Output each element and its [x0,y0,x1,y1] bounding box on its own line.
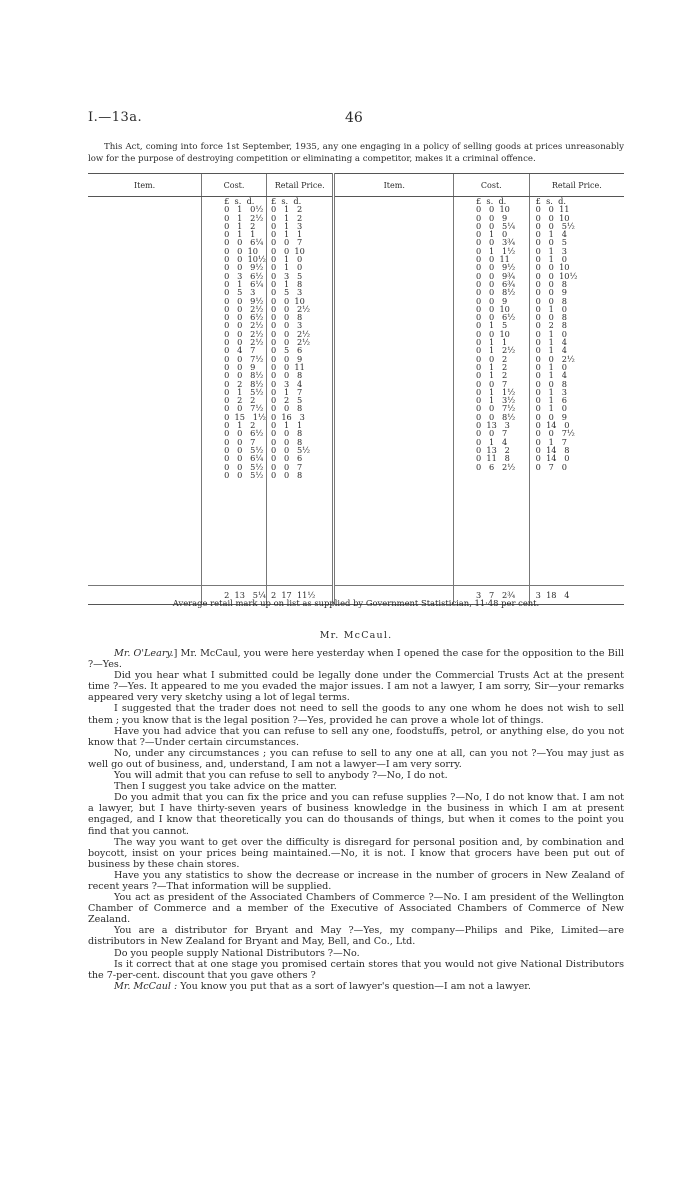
paragraph-text: Do you people supply National Distributors ?—No. [114,947,360,959]
money-value: 0 7 0 [535,461,567,472]
money-value: 0 0 6½ [224,428,264,439]
money-value: 0 0 5½ [224,469,264,480]
money-value: 0 6 2½ [476,461,516,472]
money-value: 0 0 8 [270,403,303,414]
money-value: 0 0 10 [270,295,305,306]
money-value: 0 0 7½ [224,403,264,414]
money-value: 0 1 7 [270,386,303,397]
money-value: 0 1 1 [476,337,508,348]
speaker-name: Mr. O'Leary. [114,648,174,659]
money-value: 0 0 2½ [270,303,311,314]
money-value: 0 3 6½ [224,270,264,281]
money-value: 0 1 2 [270,204,303,215]
money-value: 0 1 1½ [476,386,516,397]
money-value: 0 0 9¾ [476,270,516,281]
money-value: 0 0 5½ [224,461,264,472]
paragraph-text: You know you put that as a sort of lawyer's question—I am not a lawyer. [177,980,531,992]
money-value: 0 14 0 [535,453,570,464]
money-value: 0 1 2 [270,212,303,223]
paragraph-text: I suggested that the trader does not need to sell the goods to any one whom he does not wish to sell them ; you know that is the legal position ?—Yes, provided he can prove a whole lot of things. [88,703,624,726]
money-value: 0 1 0½ [224,204,264,215]
money-value: 0 0 5¼ [476,220,516,231]
money-value: 0 0 8 [270,428,303,439]
money-value: 0 0 5½ [535,220,575,231]
money-value: 0 0 10 [270,245,305,256]
units-label: £ s. d. [476,196,507,206]
money-value: 0 0 9 [535,287,567,298]
money-value: 0 0 7 [224,436,256,447]
money-value: 0 0 6 [270,453,303,464]
money-value: 0 1 4 [535,337,567,348]
money-value: 0 1 2 [224,420,256,431]
money-value: 0 1 4 [535,370,567,381]
money-value: 0 0 7 [476,428,508,439]
testimony-paragraph [88,892,624,925]
money-value: 0 0 5½ [224,444,264,455]
money-value: 0 1 4 [535,229,567,240]
header-cost-left: Cost. [202,174,267,197]
money-value: 0 0 7½ [476,403,516,414]
paragraph-text: ] Mr. McCaul, you were here yesterday when I opened the case for the opposition to the Bill ?—Yes. [88,648,624,671]
money-value: 0 0 8 [270,370,303,381]
money-value: 0 0 3¾ [476,237,516,248]
header-cost-right: Cost. [454,174,530,197]
testimony-paragraph [88,703,624,725]
money-value: 0 2 8½ [224,378,264,389]
testimony-paragraph [88,948,624,959]
money-value: 0 0 10½ [224,254,266,265]
money-value: 0 0 8½ [476,287,516,298]
money-value: 0 1 0 [270,254,303,265]
retail-column-left [266,197,334,586]
money-value: 0 0 7½ [535,428,575,439]
money-value: 0 0 2½ [270,337,311,348]
paragraph-text: You are a distributor for Bryant and May ?—Yes, my company—Philips and Pike, Limited—are distributors in New Zealand for Bryant and May, Bell, and Co., Ltd. [88,925,624,948]
money-value: 0 1 7 [535,436,567,447]
money-value: 0 1 1 [270,229,303,240]
money-value: 0 1 2 [476,361,508,372]
total-cost-right: 3 7 2¾ [454,586,530,605]
money-value: 0 1 0 [476,229,508,240]
money-value: 0 2 2 [224,395,256,406]
money-value: 0 0 2½ [270,328,311,339]
money-value: 0 1 1 [270,420,303,431]
money-value: 0 0 2½ [224,328,264,339]
testimony-paragraph [88,792,624,836]
units-label: £ s. d. [270,196,302,206]
money-value: 0 0 2½ [535,353,575,364]
units-label: £ s. d. [224,196,255,206]
money-value: 0 0 2½ [224,303,264,314]
money-value: 0 1 2½ [476,345,516,356]
money-value: 0 1 6 [535,395,567,406]
paragraph-text: Have you had advice that you can refuse to sell any one, foodstuffs, petrol, or anything else, do you not know that ?—Under certain circumstances. [88,725,624,748]
money-value: 0 0 6¼ [224,453,264,464]
money-value: 0 0 9½ [224,295,264,306]
money-value: 0 0 8 [535,312,567,323]
testimony-paragraph [88,770,624,781]
money-value: 0 1 5 [476,320,508,331]
testimony-paragraph [88,726,624,748]
money-value: 0 1 0 [270,262,303,273]
money-value: 0 0 3 [270,320,303,331]
money-value: 0 0 9 [224,361,256,372]
money-value: 0 1 3 [535,386,567,397]
money-value: 0 0 5 [535,237,567,248]
total-retail-left: 2 17 11½ [266,586,334,605]
money-value: 0 0 7 [270,237,303,248]
money-value: 0 0 2 [476,353,508,364]
money-value: 0 1 1 [224,229,256,240]
units-label: £ s. d. [535,196,566,206]
table-header-row [88,174,624,197]
money-value: 0 3 4 [270,378,303,389]
table-body-row [88,197,624,586]
paragraph-text: You act as president of the Associated Chambers of Commerce ?—No. I am president of the Wellington Chamber of Commerce and a member of the Executive of Associated Chambers of Commerce of New Zealand. [88,892,624,926]
money-value: 0 0 8 [535,378,567,389]
testimony-paragraph [88,959,624,981]
total-retail-right: 3 18 4 [529,586,624,605]
money-value: 0 0 9 [476,212,508,223]
money-value: 0 1 1½ [476,245,516,256]
testimony-paragraph [88,648,624,670]
intro-paragraph: This Act, coming into force 1st September, 1935, any one engaging in a policy of selling goods at prices unreasonably low for the purpose of destroying competition or eliminating a competitor, makes it a criminal offence. [88,142,624,164]
money-value: 0 0 10½ [535,270,578,281]
money-value: 0 0 8½ [224,370,264,381]
money-value: 0 1 0 [535,328,567,339]
money-value: 0 1 0 [535,303,567,314]
money-value: 0 1 2 [476,370,508,381]
paragraph-text: Do you admit that you can fix the price and you can refuse supplies ?—No, I do not know that. I am not a lawyer, but I have thirty-seven years of business knowledge in the business in which I am at present engaged, and I know that theoretically you can do thousands of things, but when it comes to the point you find that you cannot. [88,792,624,837]
money-value: 0 13 3 [476,420,510,431]
cost-column-right [454,197,530,586]
money-value: 0 0 8 [535,295,567,306]
money-value: 0 2 8 [535,320,567,331]
money-value: 0 1 2 [224,220,256,231]
money-value: 0 0 10 [535,212,570,223]
speaker-name: Mr. McCaul : [114,980,178,992]
paragraph-text: Is it correct that at one stage you promised certain stores that you would not give National Distributors the 7-per-cent. discount that you gave others ? [88,958,624,981]
paragraph-text: The way you want to get over the difficulty is disregard for personal position and, by combination and boycott, insist on your prices being maintained.—No, it is not. I know that grocers have been put out of business by these chain stores. [88,836,624,870]
money-value: 0 14 8 [535,444,570,455]
money-value: 0 1 0 [535,403,567,414]
money-value: 0 0 6½ [476,312,516,323]
money-value: 0 0 6¼ [224,237,264,248]
cost-column-left [202,197,267,586]
money-value: 0 0 7 [270,461,303,472]
money-value: 0 1 3 [535,245,567,256]
money-value: 0 14 0 [535,420,570,431]
money-value: 0 11 8 [476,453,510,464]
money-value: 0 0 10 [476,303,510,314]
money-value: 0 13 2 [476,444,510,455]
money-value: 0 0 9 [535,411,567,422]
money-value: 0 0 8 [270,312,303,323]
header-item-left: Item. [88,174,202,197]
money-value: 0 3 5 [270,270,303,281]
money-value: 0 0 10 [535,262,570,273]
money-value: 0 1 6¼ [224,278,264,289]
money-value: 0 0 10 [476,204,510,215]
header-retail-left: Retail Price. [266,174,334,197]
paragraph-text: No, under any circumstances ; you can refuse to sell to any one at all, can you not ?—You may just as well go out of business, and, understand, I am not a lawyer—I am very sorry. [88,747,624,770]
item-column-left [88,197,202,586]
paragraph-text: Have you any statistics to show the decrease or increase in the number of grocers in New Zealand of recent years ?—That information will be supplied. [88,869,624,892]
testimony-paragraph [88,925,624,947]
money-value: 0 4 7 [224,345,256,356]
testimony-paragraph [88,837,624,870]
money-value: 0 0 10 [476,328,510,339]
money-value: 0 5 3 [270,287,303,298]
money-value: 0 1 0 [535,361,567,372]
retail-column-right [529,197,624,586]
money-value: 0 0 9½ [476,262,516,273]
money-value: 0 0 9½ [224,262,264,273]
money-value: 0 0 2½ [224,337,264,348]
money-value: 0 1 5½ [224,386,264,397]
testimony-paragraph [88,981,624,992]
testimony-paragraph [88,870,624,892]
money-value: 0 1 4 [476,436,508,447]
witness-heading: Mr. McCaul. [319,630,393,641]
money-value: 0 1 4 [535,345,567,356]
money-value: 0 0 8½ [476,411,516,422]
money-value: 0 0 8 [270,469,303,480]
total-cost-left: 2 13 5¼ [202,586,267,605]
money-value: 0 1 8 [270,278,303,289]
money-value: 0 0 11 [535,204,570,215]
money-value: 0 1 2½ [224,212,264,223]
money-value: 0 0 6¾ [476,278,516,289]
money-value: 0 0 8 [270,436,303,447]
money-value: 0 0 5½ [270,444,311,455]
money-value: 0 0 9 [476,295,508,306]
testimony-paragraph [88,670,624,703]
money-value: 0 16 3 [270,411,305,422]
money-value: 0 0 6½ [224,312,264,323]
header-retail-right: Retail Price. [529,174,624,197]
page-number: 46 [345,110,363,126]
money-value: 0 0 11 [476,254,510,265]
money-value: 0 0 2½ [224,320,264,331]
document-reference: I.—13a. [88,110,143,125]
money-value: 0 0 10 [224,245,258,256]
testimony-text [88,648,624,992]
money-value: 0 0 8 [535,278,567,289]
price-table [88,173,624,605]
money-value: 0 1 3½ [476,395,516,406]
paragraph-text: You will admit that you can refuse to sell to anybody ?—No, I do not. [114,770,448,782]
money-value: 0 15 1½ [224,411,266,422]
money-value: 0 1 3 [270,220,303,231]
money-value: 0 0 9 [270,353,303,364]
money-value: 0 1 0 [535,254,567,265]
paragraph-text: Did you hear what I submitted could be legally done under the Commercial Trusts Act at the present time ?—Yes. It appeared to me you evaded the major issues. I am not a lawyer, I am sorry, Sir—your remarks appeared very very sketchy using a lot of legal terms. [88,670,624,704]
average-markup-note: Average retail mark up on list as supplied by Government Statistician, 11·48 per cent. [172,598,540,608]
money-value: 0 2 5 [270,395,303,406]
money-value: 0 0 11 [270,361,305,372]
money-value: 0 5 3 [224,287,256,298]
header-item-right: Item. [334,174,454,197]
item-column-right [334,197,454,586]
money-value: 0 0 7½ [224,353,264,364]
testimony-paragraph [88,781,624,792]
testimony-paragraph [88,748,624,770]
money-value: 0 0 7 [476,378,508,389]
money-value: 0 5 6 [270,345,303,356]
paragraph-text: Then I suggest you take advice on the matter. [114,781,337,793]
